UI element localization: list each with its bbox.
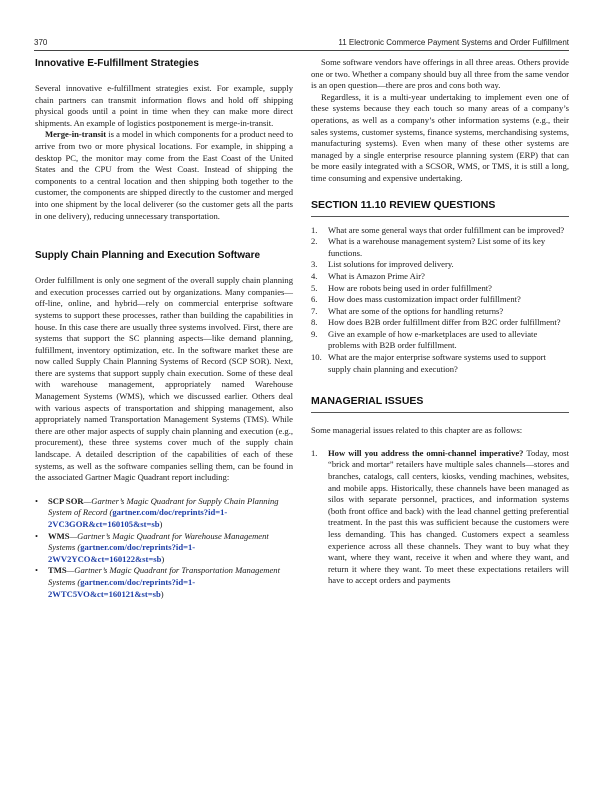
paragraph-e-fulfillment-intro: Several innovative e-fulfillment strategies exist. For example, supply chain partners can transmit information flows and hold off shipping physical goods until a point in time when they can make more direct shipments. An example of logistics postponement is merge-in-transit. — [35, 83, 293, 128]
running-title: 11 Electronic Commerce Payment Systems and Order Fulfillment — [338, 38, 569, 47]
issue-question: How will you address the omni-channel imperative? — [328, 447, 524, 458]
list-item: • TMS—Gartner’s Magic Quadrant for Transportation Management Systems (gartner.com/doc/reprints?id=1-2WTC5VO&ct=160121&st=sb) — [35, 565, 280, 599]
paragraph-supply-chain-systems: Order fulfillment is only one segment of the overall supply chain planning and execution processes carried out by organizations. Many companies—off-line, online, and hybrid—rely on commercial enterprise software systems to support these processes, rather than building the capabilities in house. In this case there are usually three systems involved. First, there are systems that support the SC planning aspects—like demand planning, fulfillment, inventory optimization, etc. In the software market these are now called Supply Chain Planning Systems of Record (SCP SOR). Next, there are systems that support supply chain execution. Some of these deal with warehouse management, appropriately named Warehouse Management Systems (WMS), which we discussed earlier. Others deal with various aspects of transportation and shipping management, also appropriately named Transportation Management Systems (TMS). While there are other major aspects of supply chain planning and execution (e.g., procurement), these three systems cover much of the supply chain landscape. A detailed description of the capabilities of each of these systems, as well as the software companies selling them, can be found in the associated Gartner Magic Quadrant report including: — [35, 275, 293, 483]
bullet-title: —Gartner’s Magic Quadrant for Warehouse Management Systems ( — [48, 530, 269, 553]
bullet-term: SCP SOR — [48, 495, 84, 506]
list-item: 6. How does mass customization impact order fulfillment? — [311, 294, 521, 305]
issue-number: 1. — [311, 447, 318, 458]
heading-review-questions: SECTION 11.10 REVIEW QUESTIONS — [311, 198, 496, 211]
page-number: 370 — [34, 38, 48, 47]
list-item: 5. How are robots being used in order fulfillment? — [311, 282, 492, 293]
page-header — [34, 36, 569, 50]
paragraph-merge-in-transit — [35, 129, 293, 222]
heading-supply-chain-planning: Supply Chain Planning and Execution Software — [35, 250, 261, 262]
list-item: 7. What are some of the options for handling returns? — [311, 305, 504, 316]
bullet-term: WMS — [48, 530, 70, 541]
list-item: 4. What is Amazon Prime Air? — [311, 270, 425, 281]
bullet-icon: • — [35, 495, 39, 506]
bullet-term: TMS — [48, 565, 67, 576]
heading-managerial-issues: MANAGERIAL ISSUES — [311, 395, 424, 408]
heading-innovative-e-fulfillment: Innovative E-Fulfillment Strategies — [35, 58, 199, 69]
bullet-icon: • — [35, 565, 39, 576]
issue-text: Today, most “brick and mortar” retailers have multiple sales channels—stores and branches, catalogs, call centers, kiosks, vending machines, websites, and mobile apps. Historically, these channels have been managed as silos with separate personnel, practices, and information systems (both front office and back) with the lead channel getting preferential treatment. In the past this was sufficient because the customers were less demanding. This has changed. Customers expect a seamless experience across all these channels. They want to buy what they want, where they want, receive it when and where they want, and return it where they want. To meet these expectations retailers will have to accept orders and payments — [328, 447, 569, 586]
list-item: 10. What are the major enterprise software systems used to support supply chain planning and execution? — [311, 352, 546, 374]
list-item: 1. What are some general ways that order fulfillment can be improved? — [311, 224, 565, 235]
gartner-link-scp-sor[interactable]: gartner.com/doc/reprints?id=1-2VC3GOR&ct=160105&st=sb — [48, 507, 228, 529]
gartner-report-list — [35, 496, 293, 600]
managerial-issue-1 — [311, 448, 569, 587]
list-item: 8. How does B2B order fulfillment differ from B2C order fulfillment? — [311, 317, 561, 328]
bullet-title: —Gartner’s Magic Quadrant for Transportation Management Systems ( — [48, 565, 280, 587]
merge-in-transit-term: Merge-in-transit — [45, 129, 107, 140]
right-column — [311, 57, 569, 587]
gartner-link-tms[interactable]: gartner.com/doc/reprints?id=1-2WTC5VO&ct=160121&st=sb — [48, 576, 196, 599]
list-item: • WMS—Gartner’s Magic Quadrant for Warehouse Management Systems (gartner.com/doc/reprints?id=1-2WV2YCO&ct=160122&st=sb) — [35, 530, 269, 564]
managerial-intro: Some managerial issues related to this chapter are as follows: — [311, 425, 523, 436]
bullet-icon: • — [35, 530, 39, 541]
list-item: 3. List solutions for improved delivery. — [311, 259, 454, 270]
list-item: 9. Give an example of how e-marketplaces are used to alleviate problems with B2B order fulfillment. — [311, 328, 538, 351]
list-item: • SCP SOR—Gartner’s Magic Quadrant for Supply Chain Planning System of Record (gartner.com/doc/reprints?id=1-2VC3GOR&ct=160105&st=sb) — [35, 495, 279, 529]
review-questions-list — [311, 225, 569, 376]
gartner-link-wms[interactable]: gartner.com/doc/reprints?id=1-2WV2YCO&ct=160122&st=sb — [48, 542, 196, 564]
bullet-title: —Gartner’s Magic Quadrant for Supply Chain Planning System of Record ( — [48, 495, 279, 518]
paragraph-multi-year: Regardless, it is a multi-year undertaking to implement even one of these systems because they each touch so many areas of a company’s operations, as well as a company’s other information systems (e.g., their sales systems, customer systems, finance systems, merchandising systems, manufacturing systems). Even when many of these other systems are managed by a single enterprise resource planning system (ERP) that can be more easily integrated with a SCSOR, WMS, or TMS, it is still a long, time consuming and expensive undertaking. — [311, 91, 569, 183]
left-column — [35, 57, 293, 600]
header-rule — [34, 50, 569, 51]
paragraph-vendors: Some software vendors have offerings in all three areas. Others provide one or two. Whether a company should buy all three from the same vendor is an open question—there are pros and cons both way. — [311, 57, 569, 91]
merge-in-transit-text: is a model in which components for a product need to arrive from two or more physical locations. For example, in shipping a desktop PC, the monitor may come from the East Coast of the United States and the CPU from the West Coast. Instead of shipping the components to a central location and then shipping both together to the customer, the components are shipped directly to the customer and merged into one shipment by the local deliverer (so the customer gets all the parts in one delivery), reducing unnecessary transportation. — [35, 129, 293, 221]
list-item: 2. What is a warehouse management system? List some of its key functions. — [311, 236, 546, 258]
